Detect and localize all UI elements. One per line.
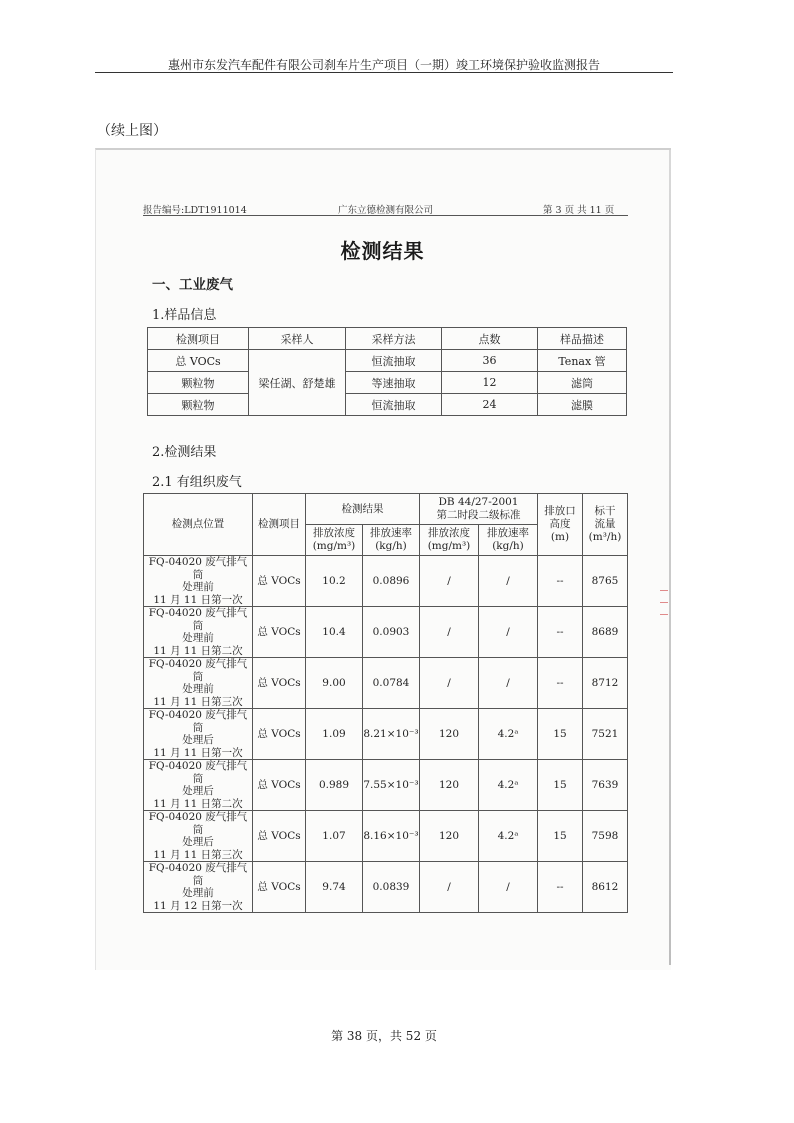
table-cell: 4.2ᵃ	[479, 709, 538, 760]
table-cell: 7639	[583, 760, 628, 811]
location-cell	[144, 760, 253, 811]
sample-info-table	[147, 327, 627, 416]
column-header: 检测项目	[148, 328, 249, 350]
table-row	[144, 760, 628, 811]
location-line: FQ-04020 废气排气筒	[148, 709, 248, 734]
table-cell: 0.0784	[363, 658, 420, 709]
column-header: 检测项目	[253, 494, 306, 556]
table-cell: 恒流抽取	[346, 394, 442, 416]
scan-edge	[669, 150, 671, 965]
table-cell: 24	[442, 394, 538, 416]
table-cell: /	[420, 556, 479, 607]
table-cell: --	[538, 862, 583, 913]
page-footer: 第 38 页，共 52 页	[331, 1029, 437, 1043]
column-group-header: 检测结果	[306, 494, 420, 525]
location-line: 11 月 11 日第三次	[153, 848, 243, 861]
location-cell	[144, 607, 253, 658]
header-line: 排放速率	[370, 527, 412, 539]
emission-results-table	[143, 493, 628, 913]
column-header	[479, 525, 538, 556]
table-cell: 恒流抽取	[346, 350, 442, 372]
header-line: (mg/m³)	[312, 540, 356, 552]
scan-red-mark	[660, 614, 668, 615]
table-row	[144, 811, 628, 862]
header-line: 标干	[594, 505, 616, 517]
location-cell	[144, 709, 253, 760]
table-cell: 120	[420, 709, 479, 760]
table-cell: 7598	[583, 811, 628, 862]
table-cell: 0.0839	[363, 862, 420, 913]
table-cell: 4.2ᵃ	[479, 760, 538, 811]
column-header: 采样人	[249, 328, 346, 350]
header-rule	[95, 72, 673, 73]
table-row	[148, 372, 627, 394]
table-cell: 8712	[583, 658, 628, 709]
location-line: 处理后	[182, 734, 214, 746]
table-cell: /	[420, 607, 479, 658]
location-line: 处理前	[182, 683, 214, 695]
lab-company: 广东立德检测有限公司	[338, 205, 434, 216]
header-line: (kg/h)	[492, 540, 524, 552]
scan-red-mark	[660, 590, 668, 591]
table-cell: 15	[538, 760, 583, 811]
table-row	[144, 607, 628, 658]
column-header: 检测点位置	[144, 494, 253, 556]
table-cell: 总 VOCs	[253, 760, 306, 811]
meta-rule	[143, 215, 628, 216]
header-line: 排放口	[544, 505, 576, 517]
section-heading: 2.1 有组织废气	[152, 475, 242, 490]
location-line: 处理后	[182, 785, 214, 797]
location-line: FQ-04020 废气排气筒	[148, 811, 248, 836]
table-cell: /	[479, 658, 538, 709]
table-cell: 总 VOCs	[253, 811, 306, 862]
column-header: 样品描述	[538, 328, 627, 350]
column-header	[538, 494, 583, 556]
location-line: FQ-04020 废气排气筒	[148, 862, 248, 887]
table-header-row	[144, 494, 628, 525]
table-cell: /	[420, 862, 479, 913]
table-row	[144, 862, 628, 913]
table-cell: 120	[420, 760, 479, 811]
table-cell: /	[479, 607, 538, 658]
table-header-row	[148, 328, 627, 350]
scan-red-mark	[660, 602, 668, 603]
header-line: (m³/h)	[588, 531, 622, 543]
table-row	[148, 350, 627, 372]
table-cell: 颗粒物	[148, 394, 249, 416]
table-cell: 0.0896	[363, 556, 420, 607]
table-cell: 15	[538, 811, 583, 862]
location-cell	[144, 658, 253, 709]
table-cell: 120	[420, 811, 479, 862]
table-cell: /	[420, 658, 479, 709]
table-cell: 颗粒物	[148, 372, 249, 394]
location-line: 处理前	[182, 581, 214, 593]
table-cell: --	[538, 658, 583, 709]
location-cell	[144, 862, 253, 913]
table-cell: 8.21×10⁻³	[363, 709, 420, 760]
standard-name: 第二时段二级标准	[436, 509, 521, 521]
header-line: 排放速率	[487, 527, 529, 539]
column-group-header	[420, 494, 538, 525]
table-cell: /	[479, 556, 538, 607]
table-cell: 9.74	[306, 862, 363, 913]
table-row	[144, 556, 628, 607]
table-cell: 0.0903	[363, 607, 420, 658]
table-cell: 总 VOCs	[253, 862, 306, 913]
location-line: FQ-04020 废气排气筒	[148, 556, 248, 581]
table-cell: 8765	[583, 556, 628, 607]
table-cell: 12	[442, 372, 538, 394]
report-title: 检测结果	[340, 239, 425, 263]
table-cell: 7521	[583, 709, 628, 760]
section-heading: 1.样品信息	[152, 308, 217, 323]
location-line: 处理前	[182, 632, 214, 644]
table-cell: --	[538, 607, 583, 658]
column-header	[420, 525, 479, 556]
table-cell: 8612	[583, 862, 628, 913]
standard-code: DB 44/27-2001	[438, 496, 519, 508]
location-line: 11 月 11 日第三次	[153, 695, 243, 708]
table-cell: 15	[538, 709, 583, 760]
table-cell: 4.2ᵃ	[479, 811, 538, 862]
header-line: 排放浓度	[428, 527, 470, 539]
table-cell: 总 VOCs	[253, 658, 306, 709]
header-line: (kg/h)	[375, 540, 407, 552]
column-header	[363, 525, 420, 556]
table-cell: --	[538, 556, 583, 607]
location-cell	[144, 556, 253, 607]
table-cell: 0.989	[306, 760, 363, 811]
location-line: FQ-04020 废气排气筒	[148, 760, 248, 785]
location-line: 处理前	[182, 887, 214, 899]
column-header	[583, 494, 628, 556]
location-line: 11 月 11 日第一次	[153, 593, 243, 606]
table-cell: /	[479, 862, 538, 913]
header-line: 排放浓度	[313, 527, 355, 539]
table-cell: 9.00	[306, 658, 363, 709]
table-cell: 8.16×10⁻³	[363, 811, 420, 862]
table-cell: 7.55×10⁻³	[363, 760, 420, 811]
table-cell: Tenax 管	[538, 350, 627, 372]
location-line: 11 月 11 日第二次	[153, 797, 243, 810]
table-cell: 等速抽取	[346, 372, 442, 394]
table-cell: 梁任湖、舒楚雄	[249, 350, 346, 416]
table-cell: 36	[442, 350, 538, 372]
location-line: 处理后	[182, 836, 214, 848]
table-cell: 滤膜	[538, 394, 627, 416]
column-header	[306, 525, 363, 556]
column-header: 点数	[442, 328, 538, 350]
header-line: (mg/m³)	[427, 540, 471, 552]
table-cell: 8689	[583, 607, 628, 658]
column-header: 采样方法	[346, 328, 442, 350]
report-number: 报告编号:LDT1911014	[143, 205, 247, 216]
location-line: FQ-04020 废气排气筒	[148, 607, 248, 632]
scan-page-info: 第 3 页 共 11 页	[543, 205, 615, 216]
section-heading: 一、工业废气	[152, 277, 233, 293]
table-cell: 10.4	[306, 607, 363, 658]
table-cell: 总 VOCs	[148, 350, 249, 372]
page-header-title: 惠州市东发汽车配件有限公司刹车片生产项目（一期）竣工环境保护验收监测报告	[167, 58, 600, 72]
location-line: FQ-04020 废气排气筒	[148, 658, 248, 683]
table-cell: 总 VOCs	[253, 709, 306, 760]
table-row	[144, 709, 628, 760]
table-cell: 1.09	[306, 709, 363, 760]
header-line: 高度	[549, 518, 571, 530]
header-line: 流量	[594, 518, 616, 530]
location-cell	[144, 811, 253, 862]
location-line: 11 月 12 日第一次	[153, 899, 243, 912]
location-line: 11 月 11 日第二次	[153, 644, 243, 657]
header-line: (m)	[550, 531, 570, 543]
table-cell: 总 VOCs	[253, 607, 306, 658]
table-cell: 10.2	[306, 556, 363, 607]
table-cell: 总 VOCs	[253, 556, 306, 607]
table-cell: 1.07	[306, 811, 363, 862]
table-cell: 滤筒	[538, 372, 627, 394]
continued-label: （续上图）	[97, 123, 167, 139]
table-row	[144, 658, 628, 709]
location-line: 11 月 11 日第一次	[153, 746, 243, 759]
section-heading: 2.检测结果	[152, 445, 217, 460]
table-row	[148, 394, 627, 416]
